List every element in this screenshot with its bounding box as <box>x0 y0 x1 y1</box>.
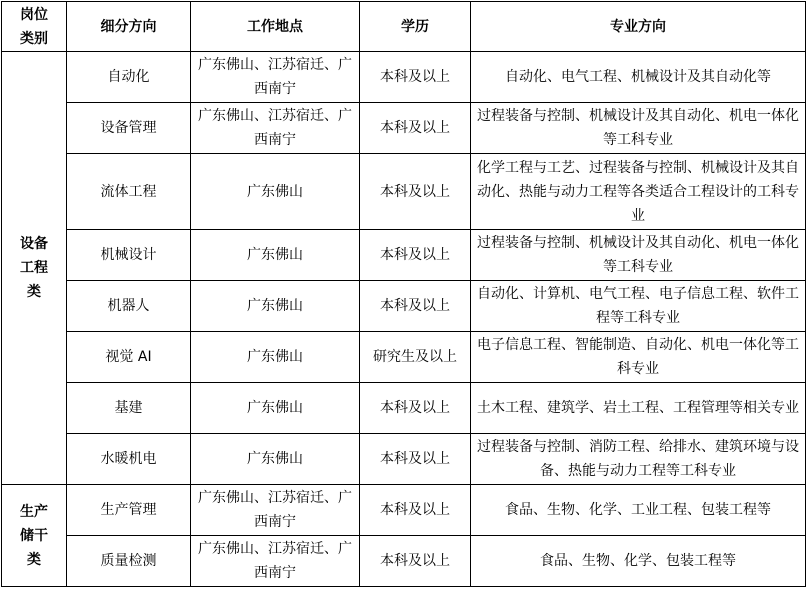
education-cell: 本科及以上 <box>360 434 471 485</box>
header-education: 学历 <box>360 2 471 52</box>
direction-cell: 视觉 AI <box>67 332 191 383</box>
major-cell: 过程装备与控制、消防工程、给排水、建筑环境与设备、热能与动力工程等工科专业 <box>471 434 806 485</box>
education-cell: 本科及以上 <box>360 383 471 434</box>
header-row <box>2 2 806 52</box>
category-cell-equipment: 设备工程类 <box>2 52 67 485</box>
table-row <box>2 103 806 154</box>
education-cell: 本科及以上 <box>360 154 471 230</box>
table-row <box>2 52 806 103</box>
header-major: 专业方向 <box>471 2 806 52</box>
education-cell: 本科及以上 <box>360 230 471 281</box>
major-cell: 化学工程与工艺、过程装备与控制、机械设计及其自动化、热能与动力工程等各类适合工程设计的工科专业 <box>471 154 806 230</box>
direction-cell: 流体工程 <box>67 154 191 230</box>
location-cell: 广东佛山 <box>191 434 360 485</box>
direction-cell: 生产管理 <box>67 485 191 536</box>
education-cell: 本科及以上 <box>360 485 471 536</box>
direction-cell: 基建 <box>67 383 191 434</box>
education-cell: 本科及以上 <box>360 103 471 154</box>
major-cell: 土木工程、建筑学、岩土工程、工程管理等相关专业 <box>471 383 806 434</box>
table-row <box>2 536 806 587</box>
education-cell: 本科及以上 <box>360 52 471 103</box>
location-cell: 广东佛山 <box>191 154 360 230</box>
direction-cell: 自动化 <box>67 52 191 103</box>
education-cell: 本科及以上 <box>360 281 471 332</box>
major-cell: 过程装备与控制、机械设计及其自动化、机电一体化等工科专业 <box>471 103 806 154</box>
major-cell: 自动化、计算机、电气工程、电子信息工程、软件工程等工科专业 <box>471 281 806 332</box>
direction-cell: 机器人 <box>67 281 191 332</box>
table-row <box>2 383 806 434</box>
major-cell: 过程装备与控制、机械设计及其自动化、机电一体化等工科专业 <box>471 230 806 281</box>
direction-cell: 水暖机电 <box>67 434 191 485</box>
education-cell: 本科及以上 <box>360 536 471 587</box>
table-row <box>2 230 806 281</box>
location-cell: 广东佛山、江苏宿迁、广西南宁 <box>191 52 360 103</box>
table-row <box>2 485 806 536</box>
major-cell: 电子信息工程、智能制造、自动化、机电一体化等工科专业 <box>471 332 806 383</box>
major-cell: 食品、生物、化学、工业工程、包装工程等 <box>471 485 806 536</box>
table-row <box>2 434 806 485</box>
education-cell: 研究生及以上 <box>360 332 471 383</box>
location-cell: 广东佛山、江苏宿迁、广西南宁 <box>191 103 360 154</box>
location-cell: 广东佛山 <box>191 230 360 281</box>
table-row <box>2 332 806 383</box>
header-category: 岗位类别 <box>2 2 67 52</box>
location-cell: 广东佛山 <box>191 332 360 383</box>
location-cell: 广东佛山 <box>191 281 360 332</box>
header-location: 工作地点 <box>191 2 360 52</box>
location-cell: 广东佛山、江苏宿迁、广西南宁 <box>191 536 360 587</box>
major-cell: 自动化、电气工程、机械设计及其自动化等 <box>471 52 806 103</box>
table-row <box>2 281 806 332</box>
direction-cell: 质量检测 <box>67 536 191 587</box>
recruitment-table <box>1 1 806 587</box>
header-direction: 细分方向 <box>67 2 191 52</box>
major-cell: 食品、生物、化学、包装工程等 <box>471 536 806 587</box>
category-cell-production: 生产储干类 <box>2 485 67 587</box>
table-row <box>2 154 806 230</box>
location-cell: 广东佛山、江苏宿迁、广西南宁 <box>191 485 360 536</box>
location-cell: 广东佛山 <box>191 383 360 434</box>
direction-cell: 机械设计 <box>67 230 191 281</box>
direction-cell: 设备管理 <box>67 103 191 154</box>
